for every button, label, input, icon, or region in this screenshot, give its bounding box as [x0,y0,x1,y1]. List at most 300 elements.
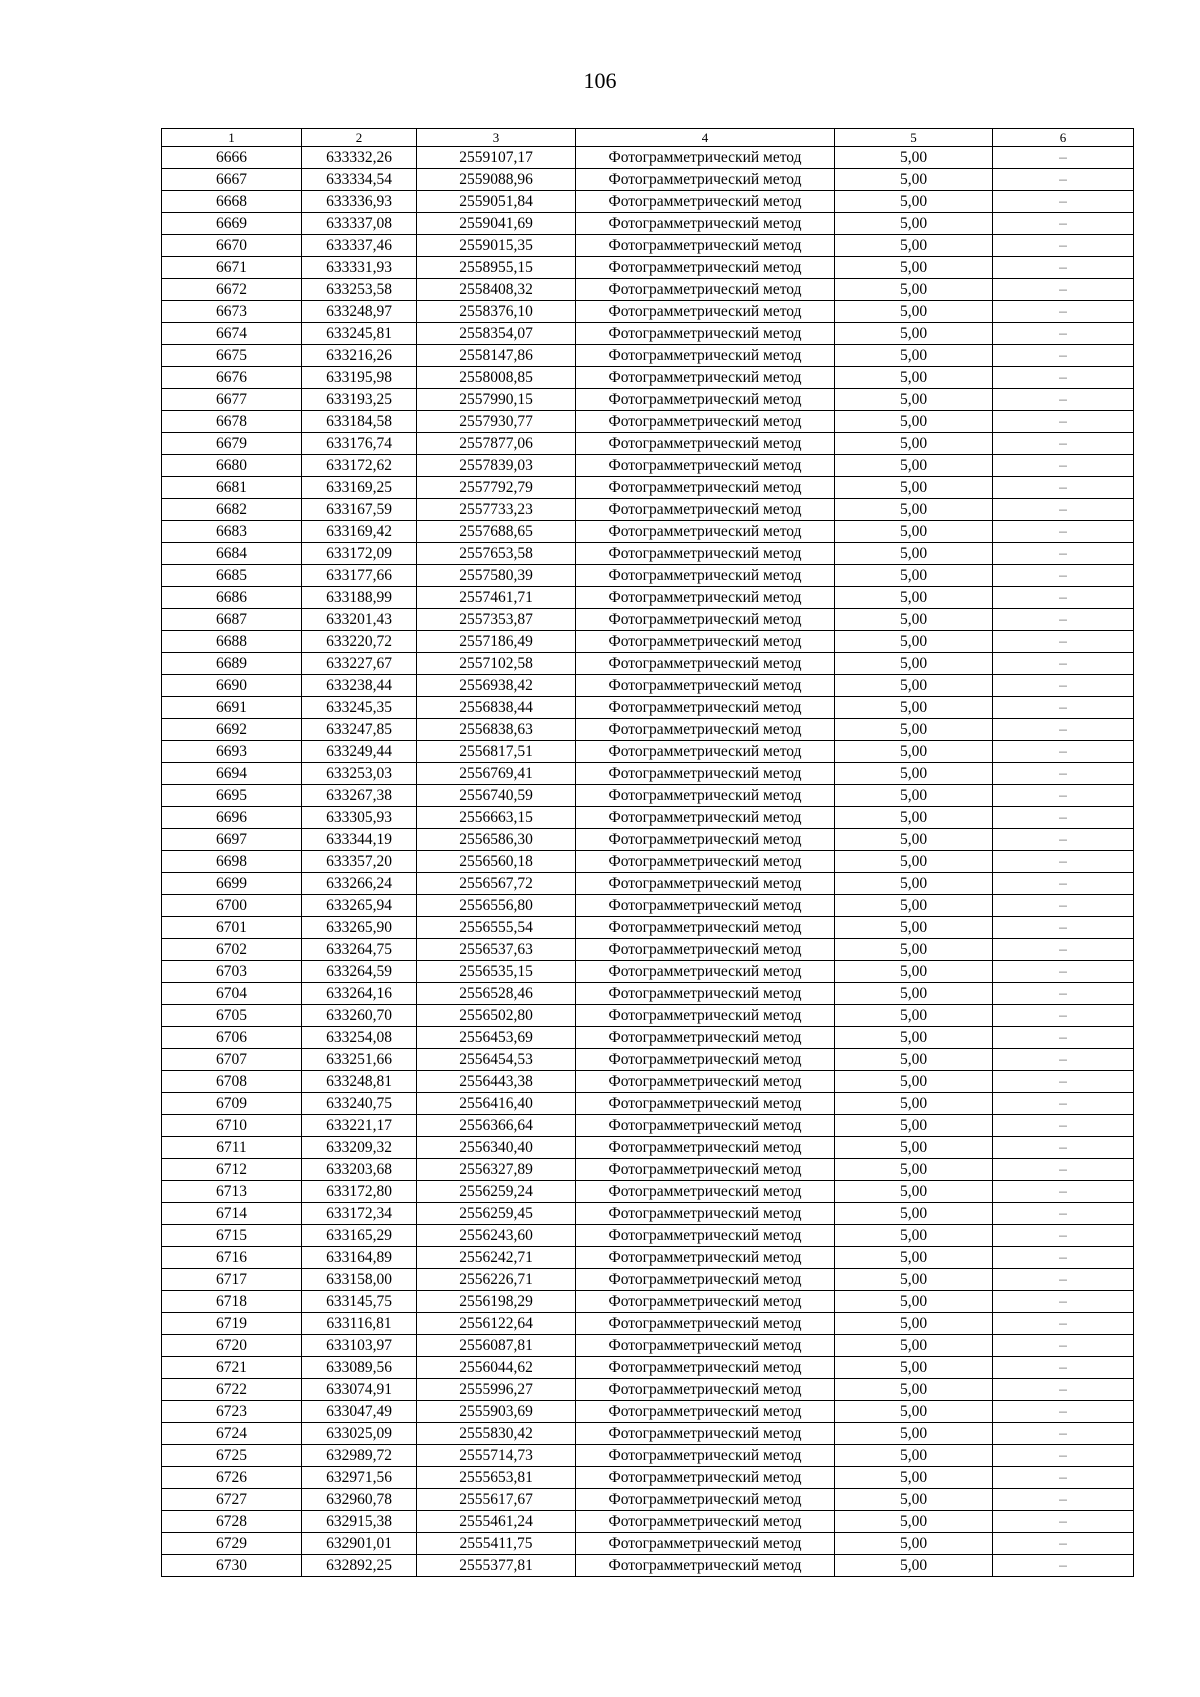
cell-coord-y: 2555903,69 [417,1401,576,1423]
cell-coord-y: 2555617,67 [417,1489,576,1511]
cell-note: – [993,697,1134,719]
cell-point-number: 6674 [162,323,302,345]
cell-coord-y: 2555377,81 [417,1555,576,1577]
cell-coord-x: 633172,62 [302,455,417,477]
cell-coord-y: 2556259,24 [417,1181,576,1203]
table-row [162,1247,1134,1269]
table-row [162,1181,1134,1203]
cell-point-number: 6723 [162,1401,302,1423]
cell-method: Фотограмметрический метод [576,1225,835,1247]
cell-coord-x: 633264,16 [302,983,417,1005]
cell-coord-y: 2559051,84 [417,191,576,213]
cell-note: – [993,433,1134,455]
cell-method: Фотограмметрический метод [576,719,835,741]
cell-point-number: 6717 [162,1269,302,1291]
cell-note: – [993,499,1134,521]
cell-note: – [993,213,1134,235]
table-row [162,895,1134,917]
cell-method: Фотограмметрический метод [576,1137,835,1159]
cell-method: Фотограмметрический метод [576,1203,835,1225]
cell-accuracy: 5,00 [835,1423,993,1445]
cell-coord-y: 2559107,17 [417,147,576,169]
cell-note: – [993,609,1134,631]
cell-coord-y: 2556663,15 [417,807,576,829]
cell-coord-y: 2556259,45 [417,1203,576,1225]
cell-note: – [993,1357,1134,1379]
cell-note: – [993,1137,1134,1159]
cell-coord-x: 633264,75 [302,939,417,961]
cell-note: – [993,367,1134,389]
cell-coord-y: 2556226,71 [417,1269,576,1291]
cell-method: Фотограмметрический метод [576,1049,835,1071]
table-row [162,1335,1134,1357]
cell-point-number: 6714 [162,1203,302,1225]
cell-accuracy: 5,00 [835,191,993,213]
cell-coord-y: 2557792,79 [417,477,576,499]
cell-method: Фотограмметрический метод [576,895,835,917]
cell-accuracy: 5,00 [835,895,993,917]
cell-point-number: 6670 [162,235,302,257]
cell-coord-x: 633357,20 [302,851,417,873]
cell-coord-y: 2555714,73 [417,1445,576,1467]
cell-method: Фотограмметрический метод [576,323,835,345]
cell-coord-x: 633177,66 [302,565,417,587]
cell-method: Фотограмметрический метод [576,1269,835,1291]
cell-accuracy: 5,00 [835,697,993,719]
cell-method: Фотограмметрический метод [576,1533,835,1555]
cell-note: – [993,1159,1134,1181]
cell-coord-x: 633240,75 [302,1093,417,1115]
cell-accuracy: 5,00 [835,851,993,873]
cell-accuracy: 5,00 [835,807,993,829]
cell-note: – [993,389,1134,411]
cell-coord-y: 2557653,58 [417,543,576,565]
cell-coord-y: 2557353,87 [417,609,576,631]
table-row [162,455,1134,477]
cell-method: Фотограмметрический метод [576,785,835,807]
cell-accuracy: 5,00 [835,873,993,895]
cell-coord-x: 633164,89 [302,1247,417,1269]
cell-note: – [993,1203,1134,1225]
cell-point-number: 6695 [162,785,302,807]
cell-accuracy: 5,00 [835,1511,993,1533]
table-row [162,345,1134,367]
cell-point-number: 6691 [162,697,302,719]
cell-coord-y: 2556242,71 [417,1247,576,1269]
cell-coord-y: 2557186,49 [417,631,576,653]
cell-point-number: 6720 [162,1335,302,1357]
cell-note: – [993,411,1134,433]
cell-note: – [993,895,1134,917]
cell-coord-y: 2558408,32 [417,279,576,301]
cell-point-number: 6705 [162,1005,302,1027]
cell-point-number: 6706 [162,1027,302,1049]
table-row [162,477,1134,499]
cell-note: – [993,961,1134,983]
cell-accuracy: 5,00 [835,785,993,807]
cell-coord-x: 632960,78 [302,1489,417,1511]
cell-accuracy: 5,00 [835,1291,993,1313]
cell-point-number: 6719 [162,1313,302,1335]
cell-accuracy: 5,00 [835,741,993,763]
cell-coord-y: 2556838,44 [417,697,576,719]
cell-point-number: 6724 [162,1423,302,1445]
cell-method: Фотограмметрический метод [576,631,835,653]
cell-accuracy: 5,00 [835,1203,993,1225]
cell-coord-y: 2556560,18 [417,851,576,873]
table-row [162,433,1134,455]
cell-accuracy: 5,00 [835,587,993,609]
cell-method: Фотограмметрический метод [576,741,835,763]
cell-coord-x: 633221,17 [302,1115,417,1137]
cell-coord-x: 633253,58 [302,279,417,301]
cell-coord-x: 633245,35 [302,697,417,719]
cell-note: – [993,873,1134,895]
cell-note: – [993,477,1134,499]
cell-point-number: 6689 [162,653,302,675]
cell-method: Фотограмметрический метод [576,389,835,411]
cell-point-number: 6673 [162,301,302,323]
cell-point-number: 6715 [162,1225,302,1247]
cell-method: Фотограмметрический метод [576,367,835,389]
cell-coord-y: 2558354,07 [417,323,576,345]
cell-coord-x: 633247,85 [302,719,417,741]
table-row [162,939,1134,961]
cell-point-number: 6721 [162,1357,302,1379]
cell-coord-x: 633203,68 [302,1159,417,1181]
cell-coord-y: 2556817,51 [417,741,576,763]
cell-note: – [993,807,1134,829]
cell-coord-x: 633047,49 [302,1401,417,1423]
cell-coord-y: 2556087,81 [417,1335,576,1357]
cell-note: – [993,1511,1134,1533]
cell-coord-x: 633248,81 [302,1071,417,1093]
cell-accuracy: 5,00 [835,169,993,191]
cell-method: Фотограмметрический метод [576,477,835,499]
cell-coord-y: 2556528,46 [417,983,576,1005]
cell-method: Фотограмметрический метод [576,433,835,455]
cell-coord-y: 2556555,54 [417,917,576,939]
cell-point-number: 6712 [162,1159,302,1181]
cell-note: – [993,1071,1134,1093]
table-row [162,609,1134,631]
cell-coord-x: 633165,29 [302,1225,417,1247]
cell-accuracy: 5,00 [835,763,993,785]
cell-note: – [993,1181,1134,1203]
cell-coord-x: 633337,08 [302,213,417,235]
cell-accuracy: 5,00 [835,213,993,235]
cell-coord-y: 2556586,30 [417,829,576,851]
cell-accuracy: 5,00 [835,1027,993,1049]
cell-coord-y: 2555653,81 [417,1467,576,1489]
cell-point-number: 6669 [162,213,302,235]
cell-coord-x: 633195,98 [302,367,417,389]
table-header [162,129,1134,147]
table-row [162,1071,1134,1093]
cell-method: Фотограмметрический метод [576,1093,835,1115]
cell-accuracy: 5,00 [835,719,993,741]
table-row [162,587,1134,609]
cell-accuracy: 5,00 [835,147,993,169]
cell-coord-x: 633169,42 [302,521,417,543]
cell-accuracy: 5,00 [835,961,993,983]
cell-point-number: 6722 [162,1379,302,1401]
cell-method: Фотограмметрический метод [576,1313,835,1335]
cell-point-number: 6677 [162,389,302,411]
cell-method: Фотограмметрический метод [576,653,835,675]
cell-coord-y: 2556198,29 [417,1291,576,1313]
page-number: 106 [583,68,617,93]
cell-coord-x: 633025,09 [302,1423,417,1445]
cell-accuracy: 5,00 [835,433,993,455]
cell-point-number: 6690 [162,675,302,697]
cell-accuracy: 5,00 [835,411,993,433]
cell-accuracy: 5,00 [835,1115,993,1137]
cell-coord-y: 2557461,71 [417,587,576,609]
table-row [162,521,1134,543]
cell-note: – [993,279,1134,301]
cell-accuracy: 5,00 [835,653,993,675]
cell-point-number: 6667 [162,169,302,191]
cell-point-number: 6702 [162,939,302,961]
cell-method: Фотограмметрический метод [576,411,835,433]
cell-coord-x: 633089,56 [302,1357,417,1379]
header-cell-1: 1 [162,129,302,147]
cell-note: – [993,653,1134,675]
cell-coord-y: 2557877,06 [417,433,576,455]
cell-coord-x: 633238,44 [302,675,417,697]
cell-method: Фотограмметрический метод [576,851,835,873]
table-row [162,961,1134,983]
cell-point-number: 6687 [162,609,302,631]
cell-point-number: 6688 [162,631,302,653]
cell-accuracy: 5,00 [835,389,993,411]
cell-coord-y: 2558147,86 [417,345,576,367]
cell-accuracy: 5,00 [835,323,993,345]
cell-point-number: 6711 [162,1137,302,1159]
cell-coord-x: 633167,59 [302,499,417,521]
cell-method: Фотограмметрический метод [576,917,835,939]
table-row [162,1313,1134,1335]
cell-coord-y: 2556769,41 [417,763,576,785]
cell-point-number: 6725 [162,1445,302,1467]
cell-method: Фотограмметрический метод [576,147,835,169]
cell-coord-x: 633266,24 [302,873,417,895]
cell-method: Фотограмметрический метод [576,543,835,565]
table-row [162,1159,1134,1181]
cell-point-number: 6668 [162,191,302,213]
cell-note: – [993,1467,1134,1489]
cell-note: – [993,1555,1134,1577]
cell-method: Фотограмметрический метод [576,961,835,983]
table-row [162,1005,1134,1027]
cell-note: – [993,565,1134,587]
cell-method: Фотограмметрический метод [576,1181,835,1203]
cell-coord-y: 2556556,80 [417,895,576,917]
cell-coord-y: 2559041,69 [417,213,576,235]
cell-coord-x: 633103,97 [302,1335,417,1357]
cell-note: – [993,345,1134,367]
cell-accuracy: 5,00 [835,1379,993,1401]
header-row [162,129,1134,147]
cell-coord-x: 632901,01 [302,1533,417,1555]
cell-point-number: 6703 [162,961,302,983]
cell-method: Фотограмметрический метод [576,1489,835,1511]
table-row [162,279,1134,301]
cell-coord-x: 633227,67 [302,653,417,675]
cell-note: – [993,719,1134,741]
table-row [162,257,1134,279]
cell-coord-x: 633172,09 [302,543,417,565]
cell-method: Фотограмметрический метод [576,1357,835,1379]
cell-coord-x: 632971,56 [302,1467,417,1489]
cell-accuracy: 5,00 [835,1533,993,1555]
cell-coord-y: 2558955,15 [417,257,576,279]
cell-point-number: 6726 [162,1467,302,1489]
cell-point-number: 6666 [162,147,302,169]
cell-method: Фотограмметрический метод [576,1115,835,1137]
table-row [162,785,1134,807]
cell-note: – [993,917,1134,939]
cell-coord-y: 2555461,24 [417,1511,576,1533]
table-row [162,1401,1134,1423]
cell-coord-x: 633337,46 [302,235,417,257]
cell-method: Фотограмметрический метод [576,697,835,719]
table-row [162,543,1134,565]
cell-note: – [993,1489,1134,1511]
table-row [162,169,1134,191]
cell-coord-x: 633265,94 [302,895,417,917]
table-row [162,741,1134,763]
cell-method: Фотограмметрический метод [576,169,835,191]
cell-accuracy: 5,00 [835,521,993,543]
cell-note: – [993,323,1134,345]
cell-method: Фотограмметрический метод [576,1401,835,1423]
cell-method: Фотограмметрический метод [576,279,835,301]
cell-point-number: 6698 [162,851,302,873]
table-row [162,1137,1134,1159]
cell-method: Фотограмметрический метод [576,675,835,697]
cell-coord-y: 2556416,40 [417,1093,576,1115]
cell-method: Фотограмметрический метод [576,521,835,543]
cell-accuracy: 5,00 [835,1247,993,1269]
cell-coord-y: 2556366,64 [417,1115,576,1137]
cell-method: Фотограмметрический метод [576,1291,835,1313]
cell-method: Фотограмметрический метод [576,1423,835,1445]
cell-note: – [993,763,1134,785]
cell-method: Фотограмметрический метод [576,983,835,1005]
cell-coord-y: 2556838,63 [417,719,576,741]
cell-coord-y: 2556327,89 [417,1159,576,1181]
cell-method: Фотограмметрический метод [576,1511,835,1533]
cell-coord-x: 633245,81 [302,323,417,345]
cell-method: Фотограмметрический метод [576,565,835,587]
cell-accuracy: 5,00 [835,917,993,939]
cell-point-number: 6694 [162,763,302,785]
table-row [162,763,1134,785]
cell-accuracy: 5,00 [835,829,993,851]
cell-method: Фотограмметрический метод [576,1379,835,1401]
cell-coord-y: 2556537,63 [417,939,576,961]
cell-accuracy: 5,00 [835,1555,993,1577]
cell-note: – [993,1313,1134,1335]
cell-coord-x: 633331,93 [302,257,417,279]
cell-note: – [993,1423,1134,1445]
cell-coord-y: 2557839,03 [417,455,576,477]
cell-point-number: 6680 [162,455,302,477]
cell-note: – [993,191,1134,213]
cell-coord-x: 633332,26 [302,147,417,169]
header-cell-6: 6 [993,129,1134,147]
cell-point-number: 6699 [162,873,302,895]
cell-point-number: 6709 [162,1093,302,1115]
table-row [162,719,1134,741]
table-row [162,917,1134,939]
table-row [162,499,1134,521]
cell-method: Фотограмметрический метод [576,1159,835,1181]
cell-coord-x: 633145,75 [302,1291,417,1313]
cell-method: Фотограмметрический метод [576,1005,835,1027]
cell-coord-x: 633265,90 [302,917,417,939]
cell-note: – [993,1005,1134,1027]
table-row [162,1379,1134,1401]
cell-accuracy: 5,00 [835,565,993,587]
cell-point-number: 6682 [162,499,302,521]
cell-point-number: 6710 [162,1115,302,1137]
cell-coord-x: 633193,25 [302,389,417,411]
cell-point-number: 6676 [162,367,302,389]
cell-method: Фотограмметрический метод [576,1555,835,1577]
table-row [162,873,1134,895]
cell-note: – [993,521,1134,543]
table-row [162,829,1134,851]
cell-point-number: 6696 [162,807,302,829]
cell-coord-x: 632915,38 [302,1511,417,1533]
cell-coord-x: 633220,72 [302,631,417,653]
cell-point-number: 6692 [162,719,302,741]
cell-coord-x: 632892,25 [302,1555,417,1577]
cell-point-number: 6697 [162,829,302,851]
table-row [162,389,1134,411]
cell-accuracy: 5,00 [835,1093,993,1115]
cell-coord-y: 2558008,85 [417,367,576,389]
cell-note: – [993,1379,1134,1401]
table-row [162,1511,1134,1533]
cell-coord-y: 2559088,96 [417,169,576,191]
cell-accuracy: 5,00 [835,631,993,653]
cell-coord-y: 2556938,42 [417,675,576,697]
cell-coord-x: 633264,59 [302,961,417,983]
cell-note: – [993,1269,1134,1291]
header-cell-3: 3 [417,129,576,147]
table-row [162,191,1134,213]
cell-coord-x: 633254,08 [302,1027,417,1049]
cell-point-number: 6678 [162,411,302,433]
cell-method: Фотограмметрический метод [576,213,835,235]
cell-coord-x: 633336,93 [302,191,417,213]
cell-coord-y: 2557930,77 [417,411,576,433]
table-row [162,1555,1134,1577]
cell-method: Фотограмметрический метод [576,829,835,851]
cell-note: – [993,1533,1134,1555]
cell-coord-x: 633216,26 [302,345,417,367]
cell-point-number: 6684 [162,543,302,565]
cell-note: – [993,1049,1134,1071]
cell-method: Фотограмметрический метод [576,455,835,477]
cell-point-number: 6672 [162,279,302,301]
cell-note: – [993,631,1134,653]
header-cell-2: 2 [302,129,417,147]
